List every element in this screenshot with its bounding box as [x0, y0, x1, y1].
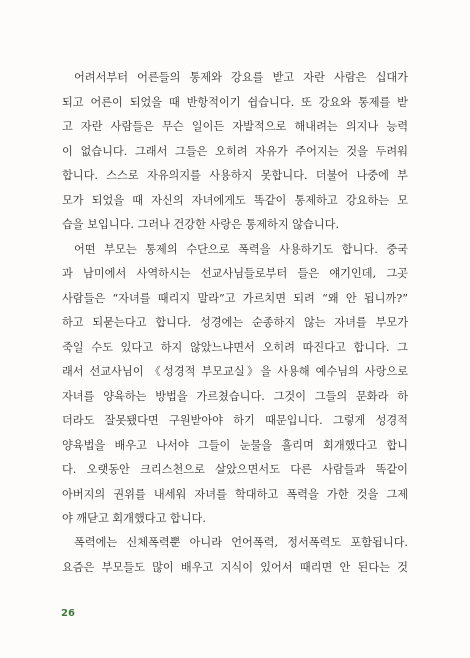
text-line: 어떤 부모는 통제의 수단으로 폭력을 사용하기도 합니다. 중국	[74, 243, 408, 256]
text-line: 폭력에는 신체폭력뿐 아니라 언어폭력, 정서폭력도 포함됩니다.	[74, 536, 408, 549]
text-line: 죽일 수도 있다고 하지 않았느냐면서 오히려 따진다고 합니다. 그	[62, 340, 408, 354]
text-line: 더라도 잘못됐다면 구원받아야 하기 때문입니다. 그렇게 성경적	[62, 414, 408, 428]
text-line: 이 없습니다. 그래서 그들은 오히려 자유가 주어지는 것을 두려워	[62, 144, 408, 158]
text-line: 요즘은 부모들도 많이 배우고 지식이 있어서 때리면 안 된다는 것	[62, 560, 408, 574]
text-line: 아버지의 권위를 내세워 자녀를 학대하고 폭력을 가한 것을 그제	[62, 487, 408, 501]
text-line: 야 깨닫고 회개했다고 합니다.	[62, 511, 206, 525]
text-line: 어려서부터 어른들의 통제와 강요를 받고 자란 사람은 십대가	[74, 71, 408, 84]
text-line: 합니다. 스스로 자유의지를 사용하지 못합니다. 더불어 나중에 부	[62, 169, 408, 182]
page-number: 26	[61, 608, 75, 619]
text-line: 습을 보입니다. 그러나 건강한 사랑은 통제하지 않습니다.	[62, 218, 340, 231]
text-line: 양육법을 배우고 나서야 그들이 눈물을 흘리며 회개했다고 합니	[62, 438, 408, 452]
text-line: 자녀를 양육하는 방법을 가르쳤습니다. 그것이 그들의 문화라 하	[62, 389, 408, 403]
text-line: 모가 되었을 때 자신의 자녀에게도 똑같이 통제하고 강요하는 모	[62, 193, 408, 207]
text-line: 과 남미에서 사역하시는 선교사님들로부터 들은 얘기인데, 그곳	[62, 267, 408, 281]
text-line: 다. 오랫동안 크리스천으로 살았으면서도 다른 사람들과 똑같이	[62, 463, 408, 477]
text-line: 되고 어른이 되었을 때 반항적이기 쉽습니다. 또 강요와 통제를 받	[62, 95, 408, 109]
text-line: 래서 선교사님이 《성경적 부모교실》을 사용해 예수님의 사랑으로	[62, 365, 408, 379]
text-line: 고 자란 사람들은 무슨 일이든 자발적으로 해내려는 의지나 능력	[62, 120, 408, 133]
text-line: 사람들은 “자녀를 때리지 말라”고 가르치면 되려 “왜 안 됩니까?”	[62, 291, 408, 305]
text-line: 하고 되묻는다고 합니다. 성경에는 순종하지 않는 자녀를 부모가	[62, 316, 408, 330]
